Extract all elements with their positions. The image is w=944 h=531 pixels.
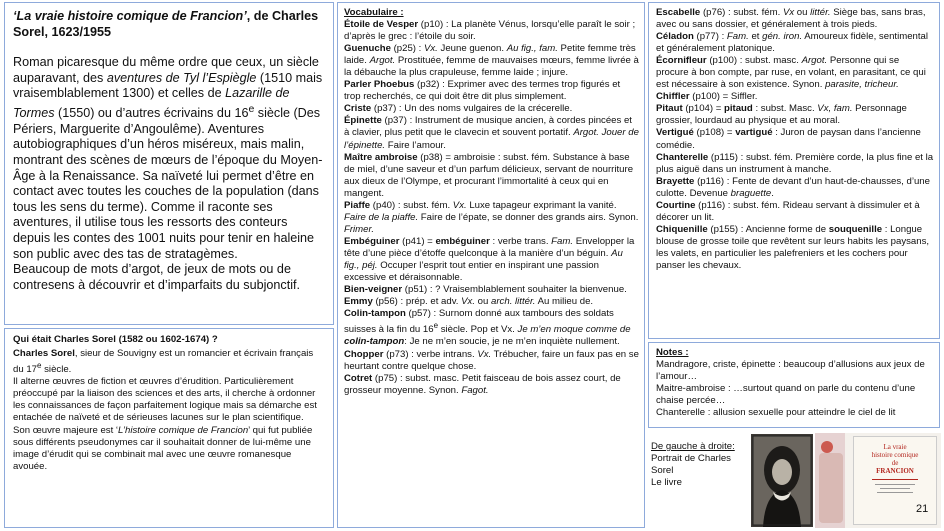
vocab-entry: Épinette (p37) : Instrument de musique ancien, à cordes pincées et à clavier, plus petit que le clavecin et souvent portatif. Argot. Jouer de l’épinette. Faire l’amour. [344, 115, 639, 151]
book-cover-line-2: histoire comique [871, 451, 919, 459]
vocab-entry: Emmy (p56) : prép. et adv. Vx. ou arch. littér. Au milieu de. [344, 296, 594, 308]
vocab-entry: Chiquenille (p155) : Ancienne forme de souquenille : Longue blouse de grosse toile que revêtent sur leurs habits les paysans, les valets, en particulier les palefreniers et les cochers pour panser les chevaux. [656, 223, 930, 271]
vocab-entry: Maître ambroise (p38) = ambroisie : subst. fém. Substance à base de miel, d’une saveur et d’un parfum délicieux, servant de nourriture aux dieux de l’Olympe, et procurant l’immortalité à ceux qui en mangent. [344, 151, 634, 199]
vocab-entry: Chiffler (p100) = Siffler. [656, 91, 758, 103]
book-title [13, 9, 326, 40]
vocab-entry: Brayette (p116) : Fente de devant d’un haut-de-chausses, d’une culotte. Devenue braguette. [656, 175, 930, 199]
sorel-paragraphs [13, 348, 326, 473]
vocab-entry: Céladon (p77) : Fam. et gén. iron. Amoureux fidèle, sentimental et généralement platonique. [656, 31, 928, 55]
vocab-entry: Embéguiner (p41) = embéguiner : verbe trans. Fam. Envelopper la tête d’une pièce d’étoffe quelconque à la manière d’un béguin. Au fig., péj. Occuper l’esprit tout entier en inspirant une passion excessive et déraisonnable. [344, 235, 635, 284]
vocab-entry: Criste (p37) : Un des noms vulgaires de la crécerelle. [344, 103, 573, 115]
sorel-paragraph: Son œuvre majeure est ‘L’histoire comique de Francion’ qui fut publiée sous différents pseudonymes car il souhaitait donner de lui-même une image d’érudit qui se combinait mal avec une œuvre romanesque avouée. [13, 424, 313, 472]
book-intro-box [4, 2, 334, 325]
vocab-continued-box [648, 2, 940, 339]
book-cover-line-1: La vraie [883, 443, 907, 451]
caption-line-1: Portrait de Charles Sorel [651, 453, 731, 477]
vocab-heading: Vocabulaire : [344, 7, 404, 18]
note-line: Mandragore, criste, épinette : beaucoup d’allusions aux jeux de l’amour… [656, 359, 925, 383]
vocab-entry: Pitaut (p104) = pitaud : subst. Masc. Vx, fam. Personnage grossier, lourdaud au physique et au moral. [656, 103, 907, 127]
vocab-entry: Chanterelle (p115) : subst. fém. Première corde, la plus fine et la plus aiguë dans un instrument à manche. [656, 151, 934, 175]
notes-box [648, 342, 940, 428]
vocab-entry: Guenuche (p25) : Vx. Jeune guenon. Au fig., fam. Petite femme très laide. Argot. Prostituée, femme de mauvaises mœurs, femme livrée à la débauche la plus crapuleuse, femme laide ; injure. [344, 43, 639, 79]
vocab-entry: Cotret (p75) : subst. masc. Petit faisceau de bois assez court, de grosseur moyenne. Synon. Fagot. [344, 372, 621, 396]
vocab-entry: Étoile de Vesper (p10) : La planète Vénus, lorsqu’elle paraît le soir ; d’après le grec : l’étoile du soir. [344, 19, 636, 43]
notes-heading: Notes : [656, 347, 689, 358]
sorel-paragraph: Charles Sorel, sieur de Souvigny est un romancier et écrivain français du 17e siècle. [13, 348, 314, 376]
vocab-entry: Chopper (p73) : verbe intrans. Vx. Trébucher, faire un faux pas en se heurtant contre quelque chose. [344, 348, 639, 372]
caption-heading: De gauche à droite: [651, 441, 735, 452]
caption-line-2: Le livre [651, 477, 682, 489]
sorel-bio-box [4, 328, 334, 528]
vocab-entries [344, 19, 639, 397]
sorel-heading: Qui était Charles Sorel (1582 ou 1602-1674) ? [13, 334, 218, 345]
vocab-entry: Bien-veigner (p51) : ? Vraisemblablement souhaiter la bienvenue. [344, 284, 627, 296]
vocab-box [337, 2, 645, 528]
note-line: Maitre-ambroise : …surtout quand on parle du contenu d’une chaise percée… [656, 383, 916, 407]
vocab-entry: Parler Phoebus (p32) : Exprimer avec des termes trop figurés et trop recherchés, ce qui doit être dit plus simplement. [344, 79, 621, 103]
vocab-entry: Piaffe (p40) : subst. fém. Vx. Luxe tapageur exprimant la vanité. Faire de la piaffe. Faire de l’épate, se donner des grands airs. Synon. Frimer. [344, 199, 639, 235]
book-cover-line-4: FRANCION [876, 467, 914, 475]
vocab-entry: Escabelle (p76) : subst. fém. Vx ou littér. Siège bas, sans bras, avec ou sans dossier, et généralement à trois pieds. [656, 7, 926, 31]
note-line: Chanterelle : allusion sexuelle pour atteindre le ciel de lit [656, 407, 896, 419]
vocab-continued-entries [656, 7, 934, 272]
vocab-entry: Colin-tampon (p57) : Surnom donné aux tambours des soldats suisses à la fin du 16e siècle. Pop et Vx. Je m’en moque comme de colin-tampon: Je ne m’en soucie, je ne m’en inquiète nullement. [344, 308, 631, 348]
sorel-paragraph: Il alterne œuvres de fiction et œuvres d’érudition. Particulièrement préoccupé par la liaison des sciences et des arts, il cherche à ordonner les connaissances de façon parfaitement logique mais sa démarche est entachée de naïveté et de sérieuses lacunes sur le plan scientifique. [13, 376, 317, 424]
book-title-rest: , de Charles Sorel, 1623/1955 [13, 9, 319, 39]
vocab-entry: Courtine (p116) : subst. fém. Rideau servant à dissimuler et à décorer un lit. [656, 199, 920, 223]
book-title-italic: ‘La vraie histoire comique de Francion’ [13, 9, 247, 23]
page-number: 21 [916, 503, 929, 515]
vocab-entry: Écornifleur (p100) : subst. masc. Argot. Personne qui se procure à bon compte, par ruse, en volant, en parasitant, ce qui est nécessaire à son existence. Synon. parasite, tricheur. [656, 55, 926, 91]
notes-lines [656, 359, 934, 419]
image-caption [649, 431, 749, 528]
vocab-entry: Vertigué (p108) = vartigué : Juron de paysan dans l’ancienne comédie. [656, 127, 921, 151]
book-description: Roman picaresque du même ordre que ceux, un siècle auparavant, des aventures de Tyl l’Espiègle (1510 mais vraisemblablement 1300) et celles de Lazarille de Tormes (1550) ou d’autres écrivains du 16e siècle (Des Périers, Marguerite d’Angoulême). Aventures autobiographiques d’un héros miséreux, mais malin, montrant des scènes de mœurs de l’époque du Moyen-Âge à la Renaissance. Sa naïveté lui permet d’être en contact avec toutes les couches de la population (dans tous les sens du terme). Comme il raconte ses aventures, il utilise tous les ressorts des conteurs depuis les contes des 1001 nuits pour tenir en haleine son public avec des tas de stratagèmes. Beaucoup de mots d’argot, de jeux de mots ou de contresens à découvrir et d’imparfaits du subjonctif. [13, 55, 323, 292]
book-cover-line-3: de [891, 459, 899, 467]
portrait-image [751, 434, 813, 527]
